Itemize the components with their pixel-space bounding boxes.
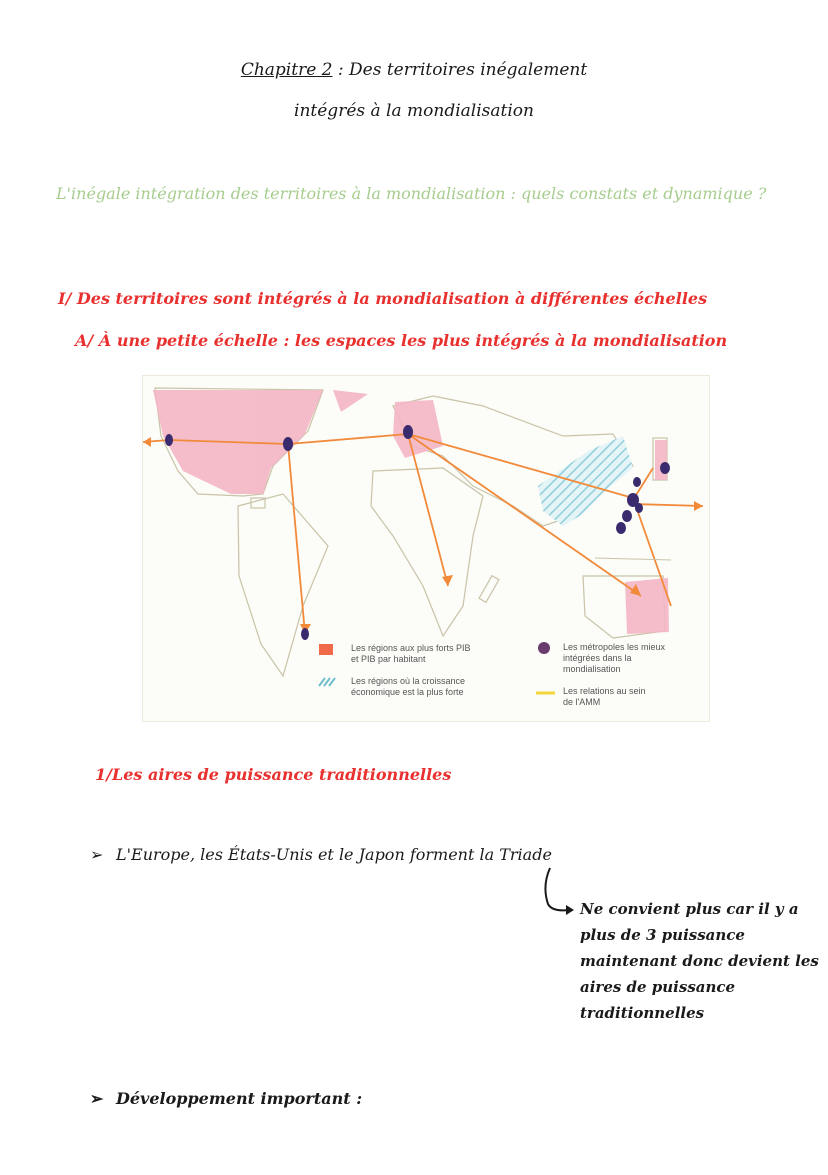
legend-growth-text-2: économique est la plus forte <box>351 687 464 697</box>
metropolis-dot <box>633 477 641 487</box>
legend-gdp-swatch <box>319 644 333 655</box>
side-note: Ne convient plus car il y a plus de 3 puissance maintenant donc devient les aires de puissance traditionnelles <box>580 900 819 1022</box>
chapter-title <box>0 60 828 80</box>
bullet-development-text: Développement important : <box>116 1089 363 1108</box>
metropolis-dot <box>660 462 670 474</box>
japan-gdp-region <box>655 440 667 480</box>
legend-metropolis-text-2: intégrées dans la <box>563 653 632 663</box>
world-map-figure <box>142 375 710 722</box>
africa-outline <box>371 468 483 636</box>
metropolis-dot <box>616 522 626 534</box>
section-1-heading: I/ Des territoires sont intégrés à la mondialisation à différentes échelles <box>58 289 708 308</box>
metropolis-dot <box>635 503 643 513</box>
arrowhead-east <box>694 501 703 511</box>
europe-gdp-region <box>393 400 443 458</box>
legend-amm-text-2: de l'AMM <box>563 697 601 707</box>
bullet-triade-text: L'Europe, les États-Unis et le Japon forment la Triade <box>116 845 552 864</box>
canada-east-gdp-region <box>333 390 368 412</box>
south-america-outline <box>238 494 328 676</box>
section-1-1-heading: 1/Les aires de puissance traditionnelles <box>95 765 452 784</box>
metropolis-dot <box>283 437 293 451</box>
legend-amm-text-1: Les relations au sein <box>563 686 646 696</box>
flow-na-europe <box>288 434 408 444</box>
legend-growth-text-1: Les régions où la croissance <box>351 676 466 686</box>
amm-box-line <box>595 558 671 560</box>
chapter-label: Chapitre 2 <box>240 60 333 80</box>
chapter-title-rest: : Des territoires inégalement <box>332 60 588 80</box>
arrowhead-africa <box>442 575 453 586</box>
chapter-title-line2: intégrés à la mondialisation <box>294 101 534 121</box>
legend-metropolis-swatch <box>538 642 550 654</box>
legend-growth-swatch <box>319 678 335 686</box>
arrowhead-west <box>143 437 151 447</box>
legend-metropolis-text-1: Les métropoles les mieux <box>563 642 666 652</box>
legend-metropolis-text-3: mondialisation <box>563 664 621 674</box>
bullet-development <box>90 1089 362 1108</box>
problem-question: L'inégale intégration des territoires à la mondialisation : quels constats et dynamique ? <box>56 184 767 203</box>
section-1a-heading: A/ À une petite échelle : les espaces les plus intégrés à la mondialisation <box>75 331 728 350</box>
world-map-svg <box>143 376 709 721</box>
flow-na-sa <box>288 444 305 634</box>
bullet-arrow-icon: ➢ <box>90 1089 104 1108</box>
asia-growth-region <box>538 436 633 526</box>
bullet-triade <box>90 845 552 864</box>
australia-gdp-region <box>625 578 669 634</box>
flow-asia-east <box>633 504 703 506</box>
metropolis-dot <box>622 510 632 522</box>
metropolis-dot <box>403 425 413 439</box>
curved-arrow-icon <box>536 866 582 916</box>
madagascar-outline <box>479 576 499 603</box>
map-legend <box>319 642 666 707</box>
legend-gdp-text-1: Les régions aux plus forts PIB <box>351 643 471 653</box>
bullet-arrow-icon: ➢ <box>90 845 104 864</box>
legend-gdp-text-2: et PIB par habitant <box>351 654 426 664</box>
metropolis-dot <box>301 628 309 640</box>
metropolis-dot <box>165 434 173 446</box>
